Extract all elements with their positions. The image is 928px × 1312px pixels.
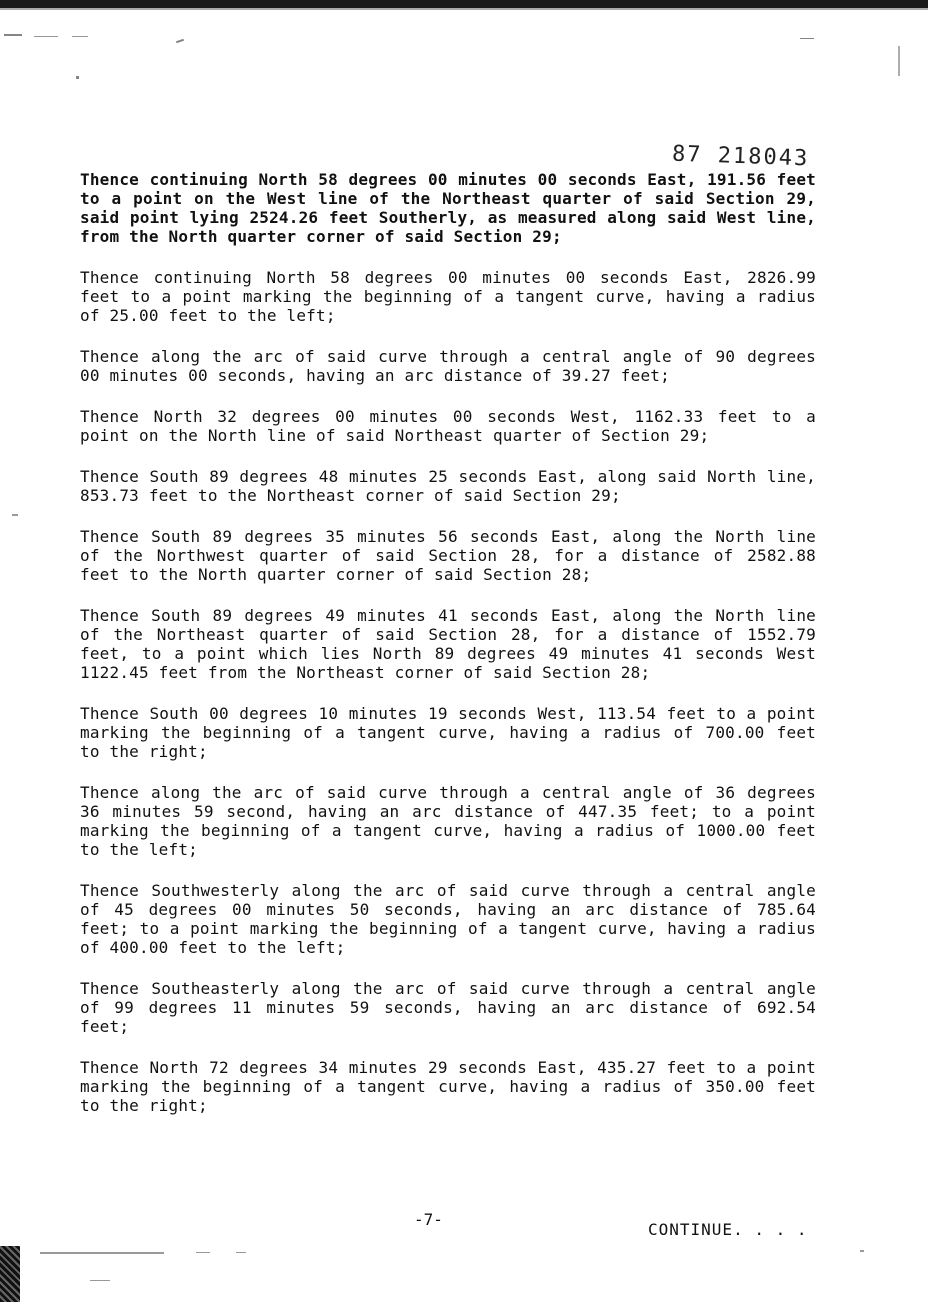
- legal-paragraph: Thence South 89 degrees 49 minutes 41 seconds East, along the North line of the Northeast quarter of said Section 28, for a distance of 1552.79 feet, to a point which lies North 89 degrees 49 minutes 41 seconds West 1122.45 feet from the Northeast corner of said Section 28;: [80, 606, 816, 682]
- scan-top-shadow: [0, 8, 928, 10]
- legal-paragraph: Thence North 32 degrees 00 minutes 00 seconds West, 1162.33 feet to a point on the North line of said Northeast quarter of Section 29;: [80, 407, 816, 445]
- scan-artifact: [90, 1280, 110, 1281]
- scan-artifact: [860, 1250, 864, 1252]
- scan-artifact: [176, 39, 184, 44]
- legal-paragraph: Thence along the arc of said curve through a central angle of 90 degrees 00 minutes 00 seconds, having an arc distance of 39.27 feet;: [80, 347, 816, 385]
- scan-artifact: [72, 36, 88, 37]
- scan-artifact: [12, 514, 18, 516]
- legal-paragraph: Thence South 89 degrees 35 minutes 56 seconds East, along the North line of the Northwest quarter of said Section 28, for a distance of 2582.88 feet to the North quarter corner of said Section 28;: [80, 527, 816, 584]
- page-number: -7-: [414, 1210, 443, 1229]
- scan-artifact: [4, 34, 22, 36]
- scan-artifact: [40, 1252, 164, 1254]
- legal-paragraph: Thence continuing North 58 degrees 00 minutes 00 seconds East, 191.56 feet to a point on the West line of the Northeast quarter of said Section 29, said point lying 2524.26 feet Southerly, as measured along said West line, from the North quarter corner of said Section 29;: [80, 170, 816, 246]
- legal-paragraph: Thence Southeasterly along the arc of said curve through a central angle of 99 degrees 11 minutes 59 seconds, having an arc distance of 692.54 feet;: [80, 979, 816, 1036]
- legal-paragraph: Thence continuing North 58 degrees 00 minutes 00 seconds East, 2826.99 feet to a point marking the beginning of a tangent curve, having a radius of 25.00 feet to the left;: [80, 268, 816, 325]
- legal-paragraph: Thence South 89 degrees 48 minutes 25 seconds East, along said North line, 853.73 feet to the Northeast corner of said Section 29;: [80, 467, 816, 505]
- scan-artifact: [34, 36, 58, 37]
- scan-corner-noise: [0, 1246, 20, 1302]
- scan-artifact: [898, 46, 900, 76]
- scan-artifact: [236, 1252, 246, 1253]
- scan-top-border: [0, 0, 928, 8]
- legal-paragraph: Thence South 00 degrees 10 minutes 19 seconds West, 113.54 feet to a point marking the beginning of a tangent curve, having a radius of 700.00 feet to the right;: [80, 704, 816, 761]
- legal-paragraph: Thence Southwesterly along the arc of said curve through a central angle of 45 degrees 00 minutes 50 seconds, having an arc distance of 785.64 feet; to a point marking the beginning of a tangent curve, having a radius of 400.00 feet to the left;: [80, 881, 816, 957]
- scan-artifact: [800, 38, 814, 39]
- legal-paragraph: Thence along the arc of said curve through a central angle of 36 degrees 36 minutes 59 second, having an arc distance of 447.35 feet; to a point marking the beginning of a tangent curve, having a radius of 1000.00 feet to the left;: [80, 783, 816, 859]
- scan-artifact: [196, 1252, 210, 1253]
- scan-artifact: [76, 76, 79, 79]
- continue-label: CONTINUE. . . .: [648, 1220, 808, 1239]
- legal-description-body: [80, 170, 816, 1137]
- legal-paragraph: Thence North 72 degrees 34 minutes 29 seconds East, 435.27 feet to a point marking the beginning of a tangent curve, having a radius of 350.00 feet to the right;: [80, 1058, 816, 1115]
- recording-number: 87 218043: [671, 141, 810, 172]
